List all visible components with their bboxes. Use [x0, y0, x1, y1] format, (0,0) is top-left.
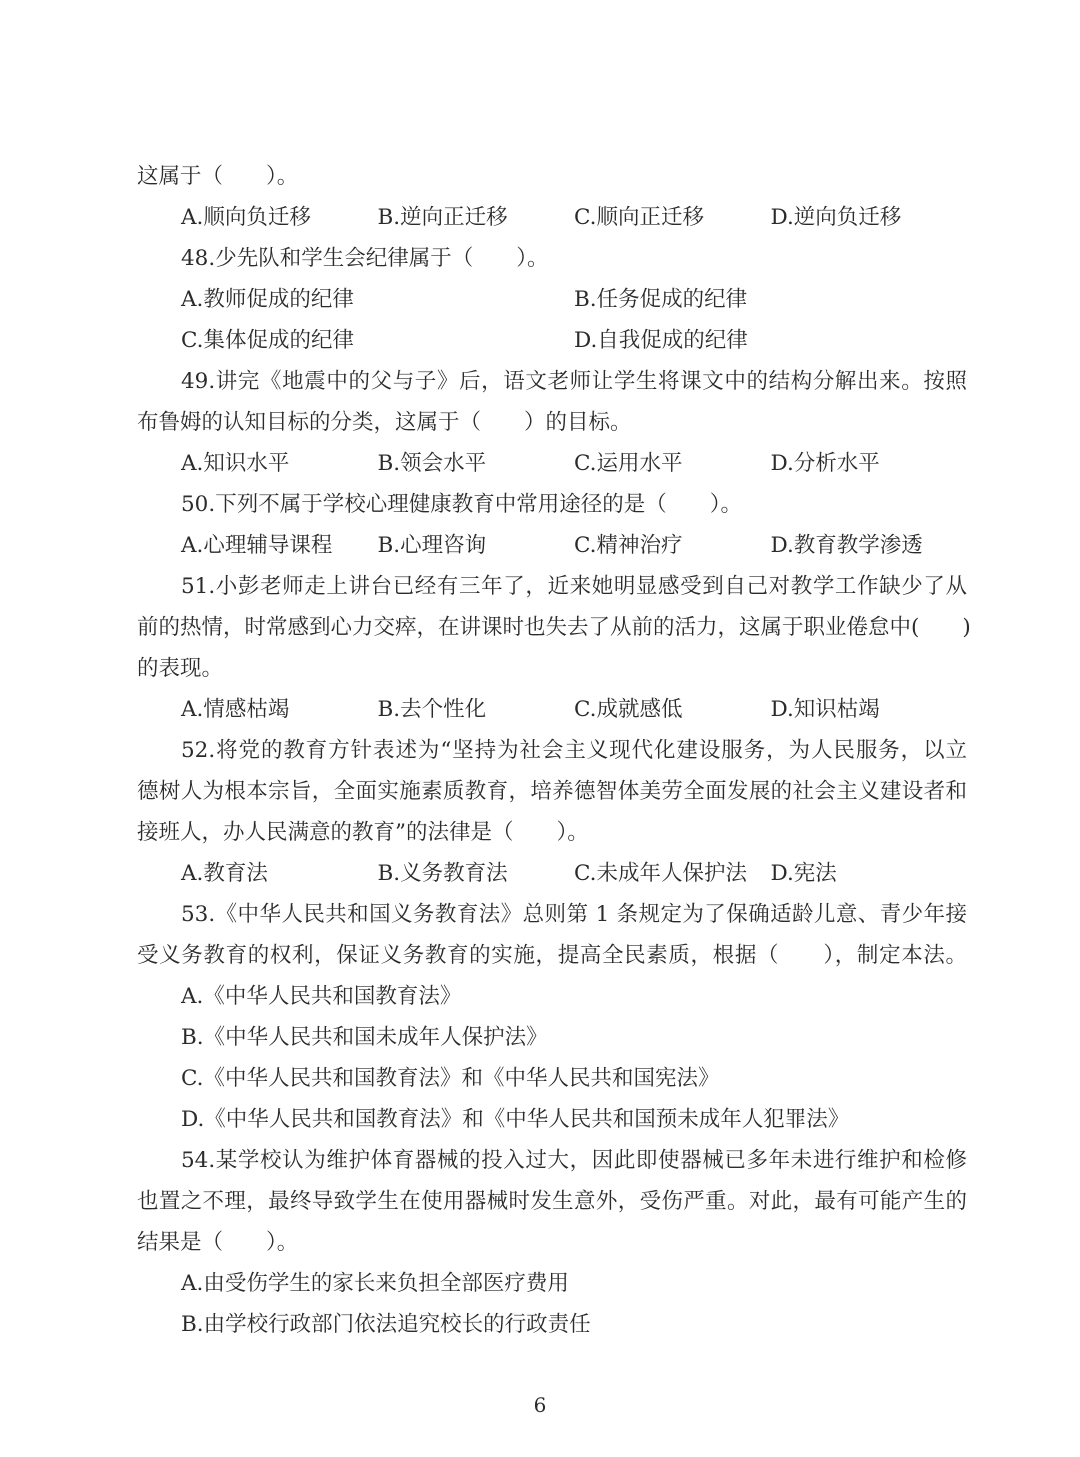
text-line: 前的热情，时常感到心力交瘁，在讲课时也失去了从前的活力，这属于职业倦怠中( ) — [137, 615, 971, 640]
answer-option: C.顺向正迁移 — [574, 205, 705, 230]
text-line: 49.讲完《地震中的父与子》后，语文老师让学生将课文中的结构分解出来。按照 — [181, 369, 967, 394]
answer-option: B.义务教育法 — [377, 861, 508, 886]
text-line: 50.下列不属于学校心理健康教育中常用途径的是（ ）。 — [181, 492, 742, 517]
answer-option: A.知识水平 — [181, 451, 290, 476]
answer-option: C.运用水平 — [574, 451, 683, 476]
options-row — [137, 279, 967, 320]
text-line: 的表现。 — [137, 656, 224, 681]
answer-option: A.情感枯竭 — [181, 697, 290, 722]
text-line: A.《中华人民共和国教育法》 — [181, 984, 462, 1009]
answer-option: A.教育法 — [181, 861, 268, 886]
answer-option: D.知识枯竭 — [770, 697, 880, 722]
answer-option: A.顺向负迁移 — [181, 205, 311, 230]
options-row — [137, 443, 967, 484]
text-line: 54.某学校认为维护体育器械的投入过大，因此即使器械已多年未进行维护和检修 — [181, 1148, 967, 1173]
text-line: B.由学校行政部门依法追究校长的行政责任 — [181, 1312, 591, 1337]
text-line: 53.《中华人民共和国义务教育法》总则第 1 条规定为了保确适龄儿意、青少年接 — [181, 902, 967, 927]
text-line: C.《中华人民共和国教育法》和《中华人民共和国宪法》 — [181, 1066, 720, 1091]
text-line: 布鲁姆的认知目标的分类，这属于（ ）的目标。 — [137, 410, 632, 435]
answer-option: A.教师促成的纪律 — [181, 287, 354, 312]
answer-option: A.心理辅导课程 — [181, 533, 333, 558]
options-row — [137, 689, 967, 730]
text-line: 结果是（ ）。 — [137, 1230, 299, 1255]
text-line: A.由受伤学生的家长来负担全部医疗费用 — [181, 1271, 569, 1296]
text-line: 接班人，办人民满意的教育”的法律是（ ）。 — [137, 820, 589, 845]
answer-option: D.逆向负迁移 — [770, 205, 902, 230]
options-row — [137, 525, 967, 566]
answer-option: C.集体促成的纪律 — [181, 328, 355, 353]
answer-option: B.领会水平 — [377, 451, 487, 476]
options-row — [137, 320, 967, 361]
page-number: 6 — [533, 1393, 547, 1417]
text-line: 也置之不理，最终导致学生在使用器械时发生意外，受伤严重。对此，最有可能产生的 — [137, 1189, 967, 1214]
text-line: 这属于（ ）。 — [137, 164, 299, 189]
text-line: 51.小彭老师走上讲台已经有三年了，近来她明显感受到自己对教学工作缺少了从 — [181, 574, 967, 599]
answer-option: B.心理咨询 — [377, 533, 487, 558]
text-line: 受义务教育的权利，保证义务教育的实施，提高全民素质，根据（ ），制定本法。 — [137, 943, 967, 968]
answer-option: D.分析水平 — [770, 451, 880, 476]
text-line: B.《中华人民共和国未成年人保护法》 — [181, 1025, 548, 1050]
answer-option: B.任务促成的纪律 — [574, 287, 748, 312]
text-line: 52.将党的教育方针表述为“坚持为社会主义现代化建设服务，为人民服务，以立 — [181, 738, 967, 763]
options-row — [137, 197, 967, 238]
answer-option: B.去个性化 — [377, 697, 487, 722]
text-line: 德树人为根本宗旨，全面实施素质教育，培养德智体美劳全面发展的社会主义建设者和 — [137, 779, 967, 804]
text-line: D.《中华人民共和国教育法》和《中华人民共和国预未成年人犯罪法》 — [181, 1107, 850, 1132]
answer-option: C.精神治疗 — [574, 533, 683, 558]
options-row — [137, 853, 967, 894]
answer-option: C.未成年人保护法 — [574, 861, 748, 886]
answer-option: D.宪法 — [770, 861, 837, 886]
answer-option: B.逆向正迁移 — [377, 205, 508, 230]
answer-option: D.教育教学渗透 — [770, 533, 923, 558]
text-line: 48.少先队和学生会纪律属于（ ）。 — [181, 246, 549, 271]
answer-option: D.自我促成的纪律 — [574, 328, 748, 353]
answer-option: C.成就感低 — [574, 697, 683, 722]
exam-question-text — [137, 156, 971, 1345]
